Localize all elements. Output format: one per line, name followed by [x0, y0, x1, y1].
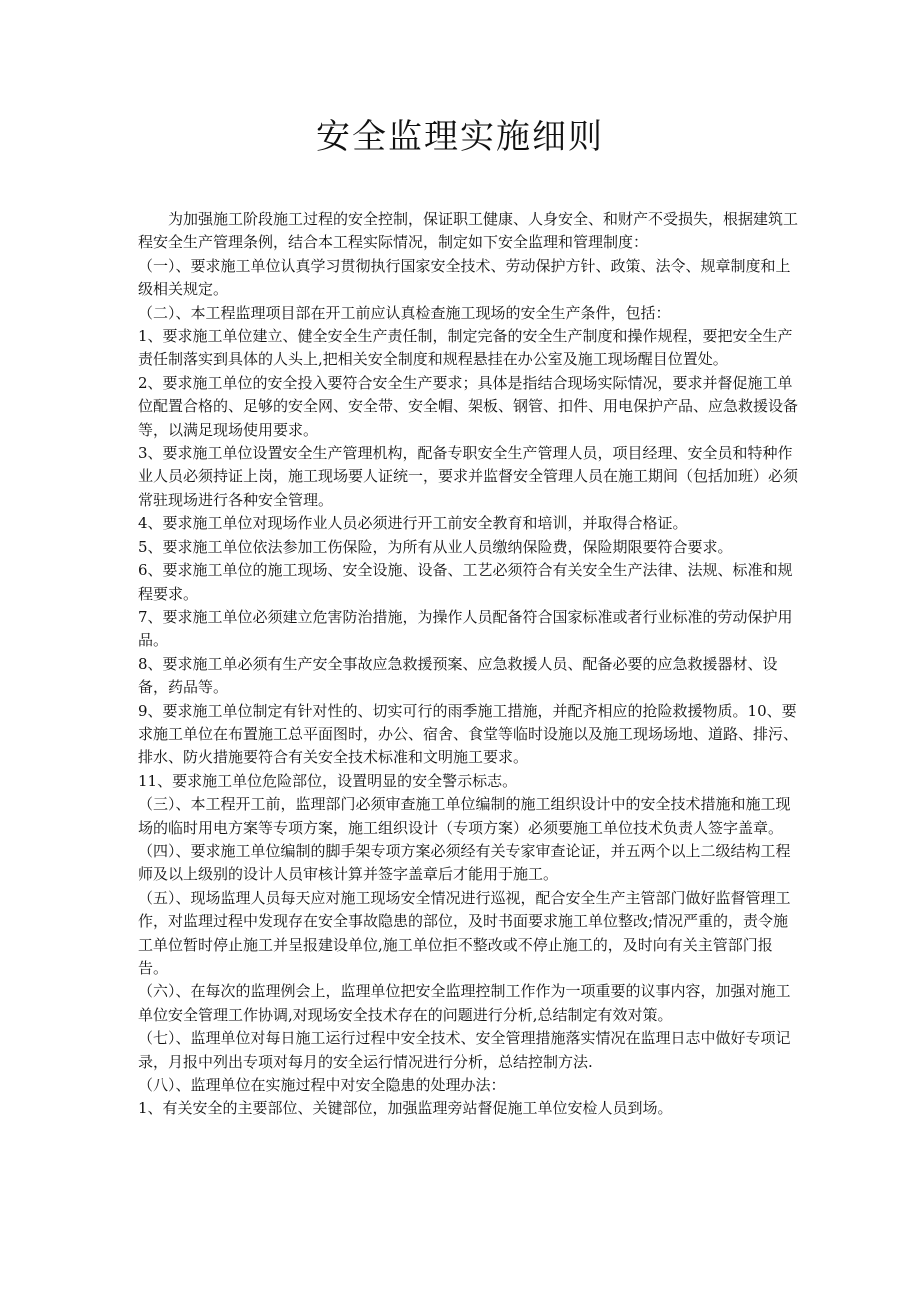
document-body	[138, 208, 798, 1121]
paragraph-item-9-10: 9、要求施工单位制定有针对性的、切实可行的雨季施工措施，并配齐相应的抢险救援物质。10、要求施工单位在布置施工总平面图时，办公、宿舍、食堂等临时设施以及施工现场场地、道路、排污、排水、防火措施要符合有关安全技术标准和文明施工要求。	[138, 701, 799, 767]
paragraph-section-1: （一）、要求施工单位认真学习贯彻执行国家安全技术、劳动保护方针、政策、法令、规章制度和上级相关规定。	[138, 256, 791, 299]
paragraph-item-11: 11、要求施工单位危险部位，设置明显的安全警示标志。	[138, 771, 518, 790]
paragraph-item-5: 5、要求施工单位依法参加工伤保险，为所有从业人员缴纳保险费，保险期限要符合要求。	[138, 537, 733, 556]
document-title: 安全监理实施细则	[316, 117, 604, 157]
paragraph-item-3: 3、要求施工单位设置安全生产管理机构，配备专职安全生产管理人员，项目经理、安全员和特种作业人员必须持证上岗，施工现场要人证统一，要求并监督安全管理人员在施工期间（包括加班）必须常驻现场进行各种安全管理。	[138, 444, 799, 509]
paragraph-item-2: 2、要求施工单位的安全投入要符合安全生产要求；具体是指结合现场实际情况，要求并督促施工单位配置合格的、足够的安全网、安全带、安全帽、架板、钢管、扣件、用电保护产品、应急救援设备等，以满足现场使用要求。	[138, 373, 799, 439]
paragraph-section-8-item-1: 1、有关安全的主要部位、关键部位，加强监理旁站督促施工单位安检人员到场。	[138, 1099, 673, 1118]
paragraph-item-8: 8、要求施工单必须有生产安全事故应急救援预案、应急救援人员、配备必要的应急救援器材、设备，药品等。	[138, 654, 778, 697]
paragraph-section-5: （五）、现场监理人员每天应对施工现场安全情况进行巡视，配合安全生产主管部门做好监督管理工作，对监理过程中发现存在安全事故隐患的部位，及时书面要求施工单位整改;情况严重的，责令施工单位暂时停止施工并呈报建设单位,施工单位拒不整改或不停止施工的，及时向有关主管部门报告。	[138, 888, 791, 977]
paragraph-intro: 为加强施工阶段施工过程的安全控制，保证职工健康、人身安全、和财产不受损失，根据建筑工程安全生产管理条例，结合本工程实际情况，制定如下安全监理和管理制度：	[138, 210, 799, 252]
paragraph-section-6: （六）、在每次的监理例会上，监理单位把安全监理控制工作作为一项重要的议事内容，加强对施工单位安全管理工作协调,对现场安全技术存在的问题进行分析,总结制定有效对策。	[138, 982, 791, 1024]
paragraph-section-3: （三）、本工程开工前，监理部门必须审查施工单位编制的施工组织设计中的安全技术措施和施工现场的临时用电方案等专项方案，施工组织设计（专项方案）必须要施工单位技术负责人签字盖章。	[138, 795, 791, 837]
paragraph-section-8: （八）、监理单位在实施过程中对安全隐患的处理办法：	[138, 1076, 506, 1095]
paragraph-section-7: （七）、监理单位对每日施工运行过程中安全技术、安全管理措施落实情况在监理日志中做好专项记录，月报中列出专项对每月的安全运行情况进行分析，总结控制方法.	[138, 1029, 791, 1071]
paragraph-item-4: 4、要求施工单位对现场作业人员必须进行开工前安全教育和培训，并取得合格证。	[138, 514, 688, 533]
paragraph-item-1: 1、要求施工单位建立、健全安全生产责任制，制定完备的安全生产制度和操作规程，要把安全生产责任制落实到具体的人头上,把相关安全制度和规程悬挂在办公室及施工现场醒目位置处。	[138, 327, 793, 369]
paragraph-item-6: 6、要求施工单位的施工现场、安全设施、设备、工艺必须符合有关安全生产法律、法规、标准和规程要求。	[138, 561, 793, 603]
paragraph-item-7: 7、要求施工单位必须建立危害防治措施，为操作人员配备符合国家标准或者行业标准的劳动保护用品。	[138, 607, 793, 650]
paragraph-section-4: （四）、要求施工单位编制的脚手架专项方案必须经有关专家审查论证，并五两个以上二级结构工程师及以上级别的设计人员审核计算并签字盖章后才能用于施工。	[138, 841, 791, 884]
paragraph-section-2: （二）、本工程监理项目部在开工前应认真检查施工现场的安全生产条件，包括：	[138, 303, 671, 322]
